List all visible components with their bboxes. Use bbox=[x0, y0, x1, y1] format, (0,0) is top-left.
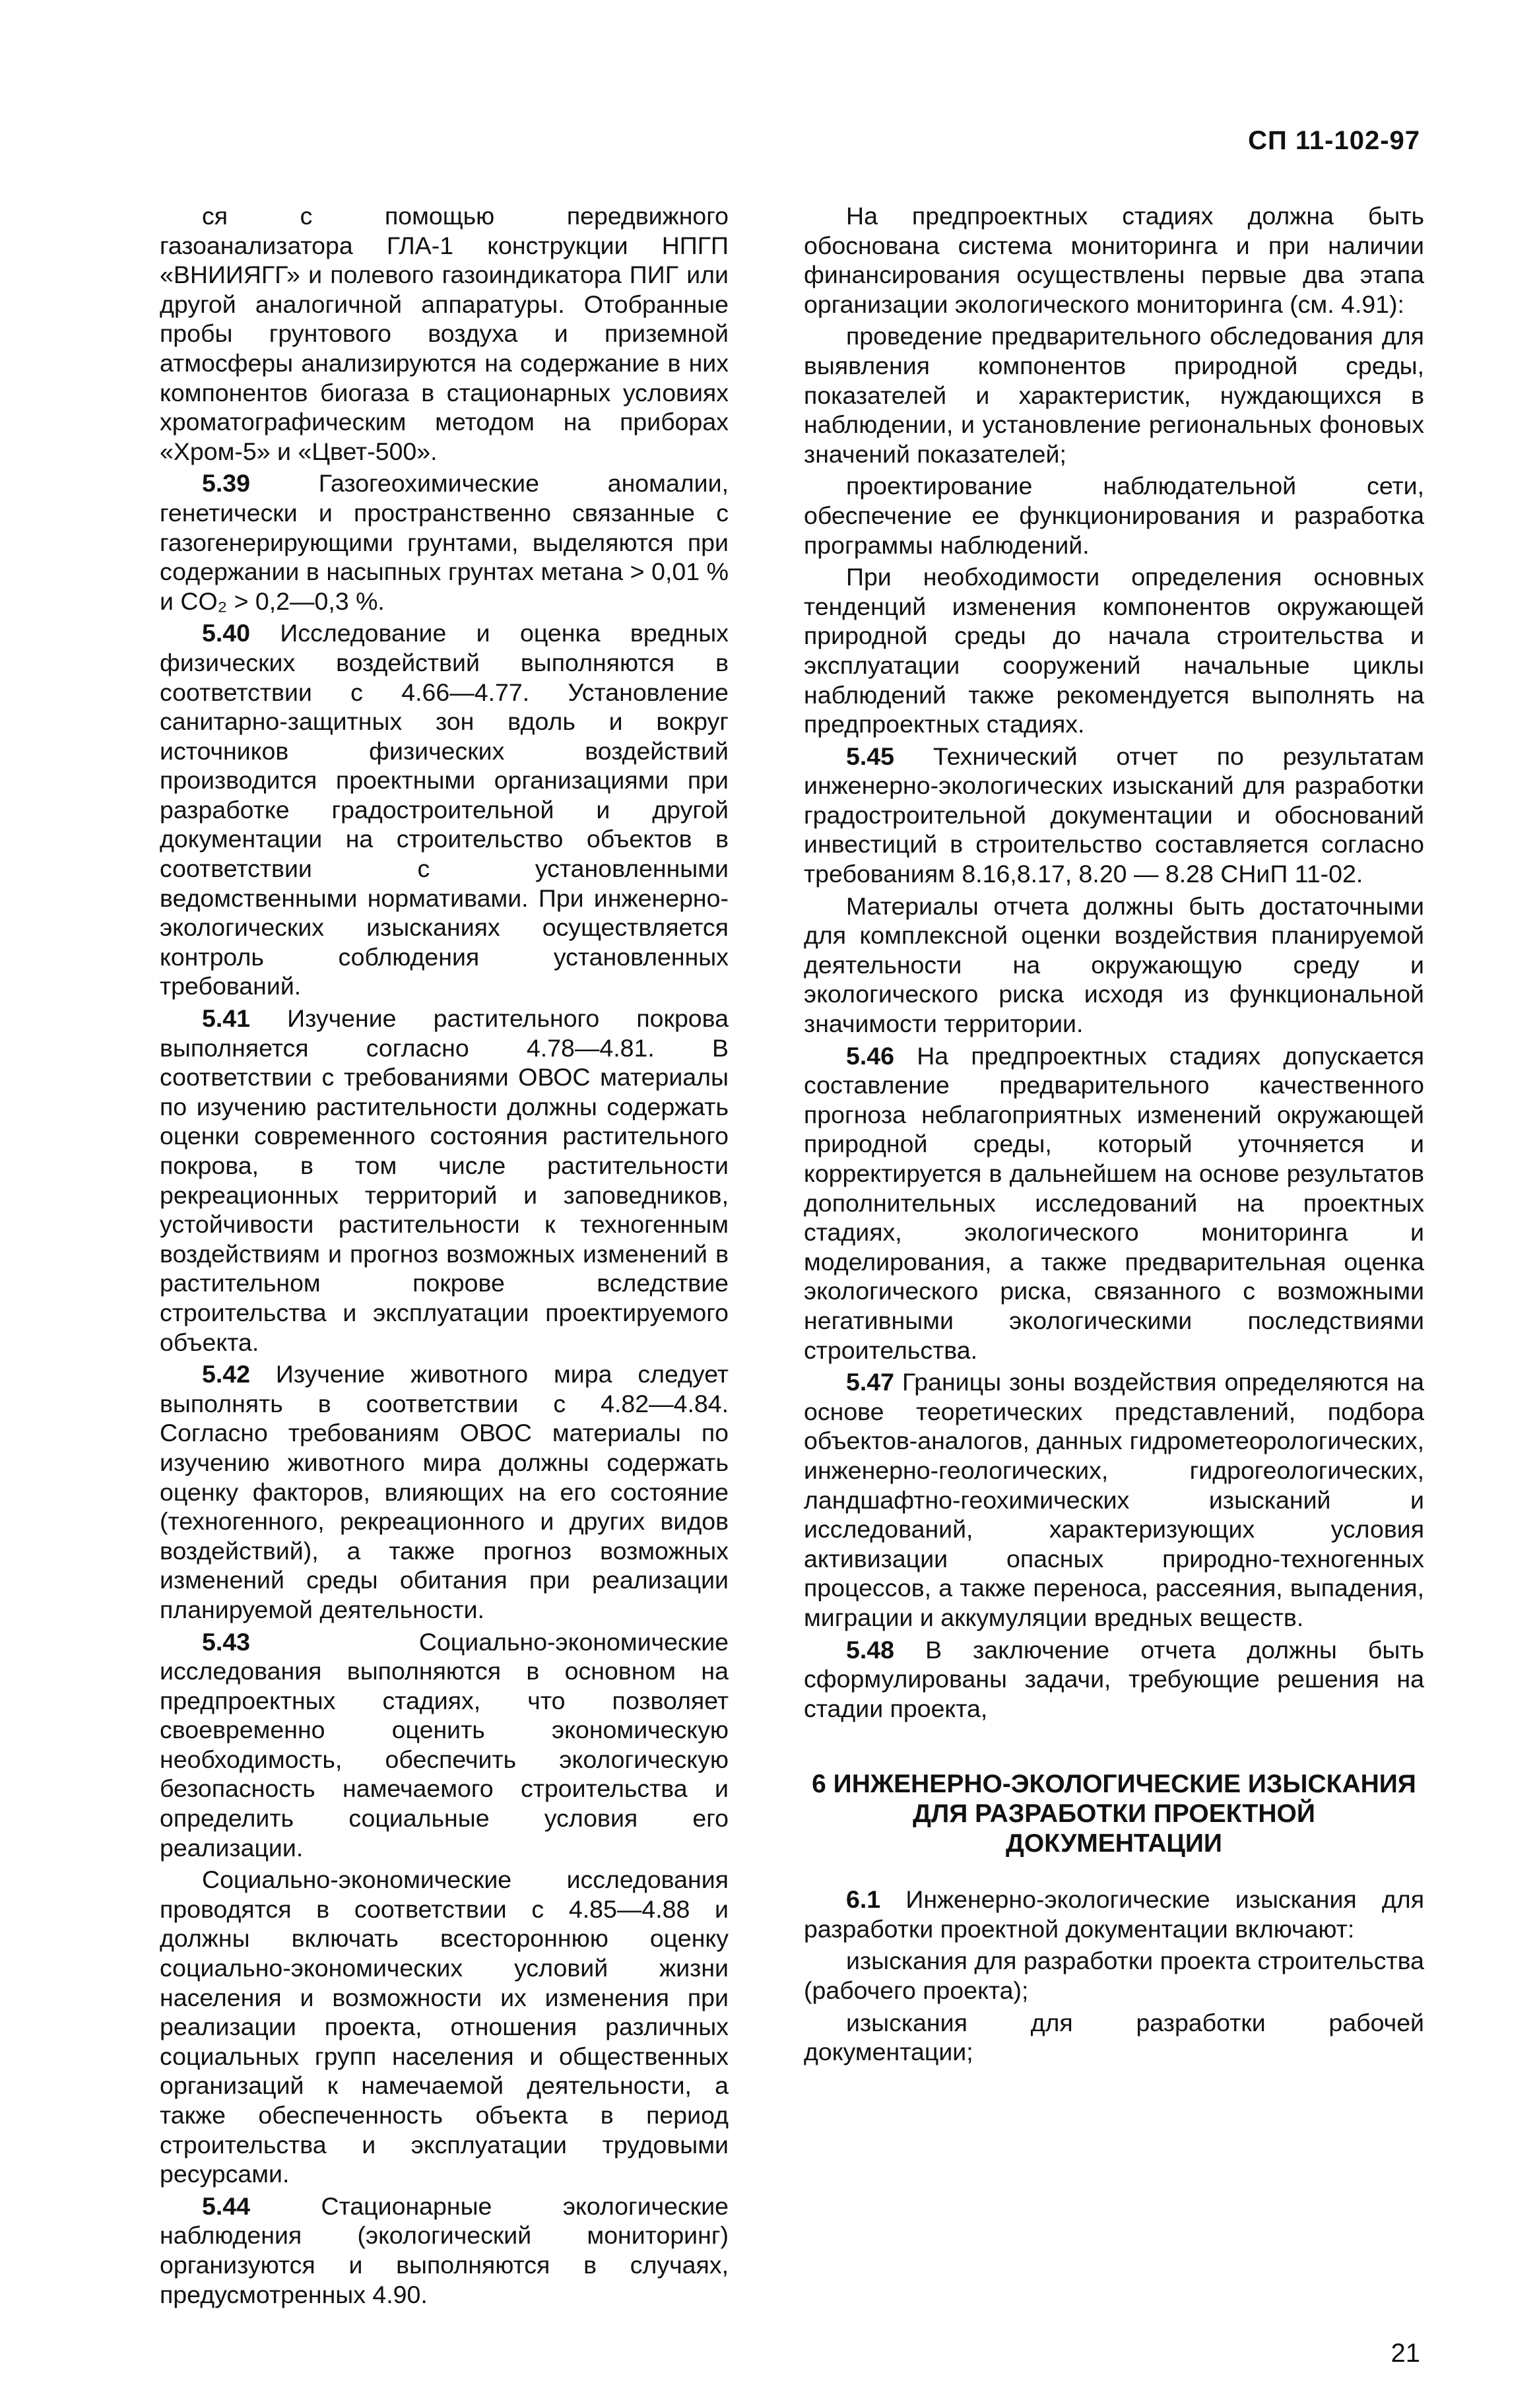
paragraph-text: Социально-экономические исследования выполняются в основном на предпроектных стадиях, что позволяет своевременно оценить экономическую необходимость, обеспечить экологическую безопасность намечаемого строительства и определить социальные условия его реализации. bbox=[160, 1627, 729, 1862]
clause-number: 5.44 bbox=[202, 2192, 250, 2220]
clause-number: 5.39 bbox=[202, 469, 250, 498]
paragraph bbox=[804, 201, 1424, 319]
paragraph-text: изыскания для разработки рабочей документации; bbox=[804, 2008, 1424, 2066]
paragraph-5-44 bbox=[160, 2192, 729, 2309]
paragraph bbox=[804, 892, 1424, 1039]
clause-number: 5.43 bbox=[202, 1627, 250, 1656]
paragraph-5-48 bbox=[804, 1635, 1424, 1724]
paragraph-text: При необходимости определения основных тенденций изменения компонентов окружающей природной среды до начала строительства и эксплуатации сооружений начальные циклы наблюдений также рекомендуется выполнять на предпроектных стадиях. bbox=[804, 563, 1424, 738]
paragraph-5-39 bbox=[160, 469, 729, 616]
clause-number: 5.46 bbox=[846, 1041, 894, 1070]
paragraph bbox=[160, 1865, 729, 2189]
paragraph-5-43 bbox=[160, 1627, 729, 1863]
paragraph-text: Инженерно-экологические изыскания для разработки проектной документации включают: bbox=[804, 1885, 1424, 1943]
paragraph-text: Стационарные экологические наблюдения (экологический мониторинг) организуются и выполняются в случаях, предусмотренных 4.90. bbox=[160, 2192, 729, 2308]
paragraph-text: На предпроектных стадиях должна быть обоснована система мониторинга и при наличии финансирования осуществлены первые два этапа организации экологического мониторинга (см. 4.91): bbox=[804, 202, 1424, 318]
clause-number: 5.41 bbox=[202, 1004, 250, 1033]
paragraph-text: проектирование наблюдательной сети, обеспечение ее функционирования и разработка программы наблюдений. bbox=[804, 472, 1424, 559]
clause-number: 5.45 bbox=[846, 742, 894, 770]
paragraph-text: Газогеохимические аномалии, генетически и пространственно связанные с газогенерирующими грунтами, выделяются при содержании в насыпных грунтах метана > 0,01 % и CO₂ > 0,2—0,3 %. bbox=[160, 469, 729, 615]
paragraph-text: Изучение животного мира следует выполнять в соответствии с 4.82—4.84. Согласно требованиям ОВОС материалы по изучению животного мира должны содержать оценку факторов, влияющих на его состояние (техногенного, рекреационного и других видов воздействий), а также прогноз возможных изменений среды обитания при реализации планируемой деятельности. bbox=[160, 1360, 729, 1623]
left-column bbox=[160, 201, 729, 2312]
paragraph-text: В заключение отчета должны быть сформулированы задачи, требующие решения на стадии проекта, bbox=[804, 1635, 1424, 1722]
paragraph-text: На предпроектных стадиях допускается составление предварительного качественного прогноза неблагоприятных изменений окружающей природной среды, который уточняется и корректируется в дальнейшем на основе результатов дополнительных исследований на проектных стадиях, экологического мониторинга и моделирования, а также предварительная оценка экологического риска, связанного с возможными негативными экологическими последствиями строительства. bbox=[804, 1041, 1425, 1364]
clause-number: 5.48 bbox=[846, 1635, 894, 1664]
document-code-header: СП 11-102-97 bbox=[1248, 126, 1420, 155]
right-column bbox=[804, 201, 1424, 2069]
clause-number: 6.1 bbox=[846, 1885, 881, 1914]
paragraph-5-45 bbox=[804, 742, 1424, 889]
paragraph-text: Технический отчет по результатам инженерно-экологических изысканий для разработки градостроительной документации и обоснований инвестиций в строительство составляется согласно требованиям 8.16,8.17, 8.20 — 8.28 СНиП 11-02. bbox=[804, 742, 1424, 888]
paragraph-text: проведение предварительного обследования для выявления компонентов природной среды, показателей и характеристик, нуждающихся в наблюдении, и установление региональных фоновых значений показателей; bbox=[804, 322, 1424, 468]
list-item bbox=[804, 2008, 1424, 2067]
paragraph-text: ся с помощью передвижного газоанализатора ГЛА-1 конструкции НПГП «ВНИИЯГГ» и полевого газоиндикатора ПИГ или другой аналогичной аппаратуры. Отобранные пробы грунтового воздуха и приземной атмосферы анализируются на содержание в них компонентов биогаза в стационарных условиях хроматографическим методом на приборах «Хром-5» и «Цвет-500». bbox=[160, 202, 729, 465]
paragraph bbox=[804, 321, 1424, 469]
paragraph bbox=[160, 201, 729, 466]
paragraph-text: Социально-экономические исследования проводятся в соответствии с 4.85—4.88 и должны включать всестороннюю оценку социально-экономических условий жизни населения и возможности их изменения при реализации проекта, отношения различных социальных групп населения и общественных организаций к намечаемой деятельности, а также обеспеченность объекта в период строительства и эксплуатации трудовыми ресурсами. bbox=[160, 1866, 729, 2188]
clause-number: 5.42 bbox=[202, 1360, 250, 1388]
section-heading: 6 ИНЖЕНЕРНО-ЭКОЛОГИЧЕСКИЕ ИЗЫСКАНИЯ ДЛЯ РАЗРАБОТКИ ПРОЕКТНОЙ ДОКУМЕНТАЦИИ bbox=[812, 1770, 1416, 1858]
paragraph bbox=[804, 471, 1424, 560]
paragraph-text: Границы зоны воздействия определяются на основе теоретических представлений, подбора объектов-аналогов, данных гидрометеорологических, инженерно-геологических, гидрогеологических, ландшафтно-геохимических изысканий и исследований, характеризующих условия активизации опасных природно-техногенных процессов, а также переноса, рассеяния, выпадения, миграции и аккумуляции вредных веществ. bbox=[804, 1368, 1424, 1631]
paragraph-5-46 bbox=[804, 1041, 1424, 1365]
page-number: 21 bbox=[1391, 2339, 1420, 2368]
paragraph-text: Исследование и оценка вредных физических воздействий выполняются в соответствии с 4.66—4.77. Установление санитарно-защитных зон вдоль и вокруг источников физических воздействий производится проектными организациями при разработке градостроительной и другой документации на строительство объектов в соответствии с установленными ведомственными нормативами. При инженерно-экологических изысканиях осуществляется контроль соблюдения установленных требований. bbox=[160, 619, 729, 1000]
clause-number: 5.40 bbox=[202, 619, 250, 647]
paragraph-text: Изучение растительного покрова выполняется согласно 4.78—4.81. В соответствии с требованиями ОВОС материалы по изучению растительности должны содержать оценки современного состояния растительного покрова, в том числе растительности рекреационных территорий и заповедников, устойчивости растительности к техногенным воздействиям и прогноз возможных изменений в растительном покрове вследствие строительства и эксплуатации проектируемого объекта. bbox=[160, 1004, 729, 1356]
list-item bbox=[804, 1946, 1424, 2005]
clause-number: 5.47 bbox=[846, 1368, 894, 1396]
paragraph-5-40 bbox=[160, 618, 729, 1001]
paragraph-text: Материалы отчета должны быть достаточными для комплексной оценки воздействия планируемой деятельности на окружающую среду и экологического риска исходя из функциональной значимости территории. bbox=[804, 892, 1424, 1038]
paragraph-5-42 bbox=[160, 1359, 729, 1624]
paragraph-5-47 bbox=[804, 1367, 1424, 1632]
paragraph-text: изыскания для разработки проекта строительства (рабочего проекта); bbox=[804, 1947, 1424, 2005]
paragraph bbox=[804, 562, 1424, 739]
paragraph-5-41 bbox=[160, 1004, 729, 1357]
paragraph-6-1 bbox=[804, 1885, 1424, 1943]
